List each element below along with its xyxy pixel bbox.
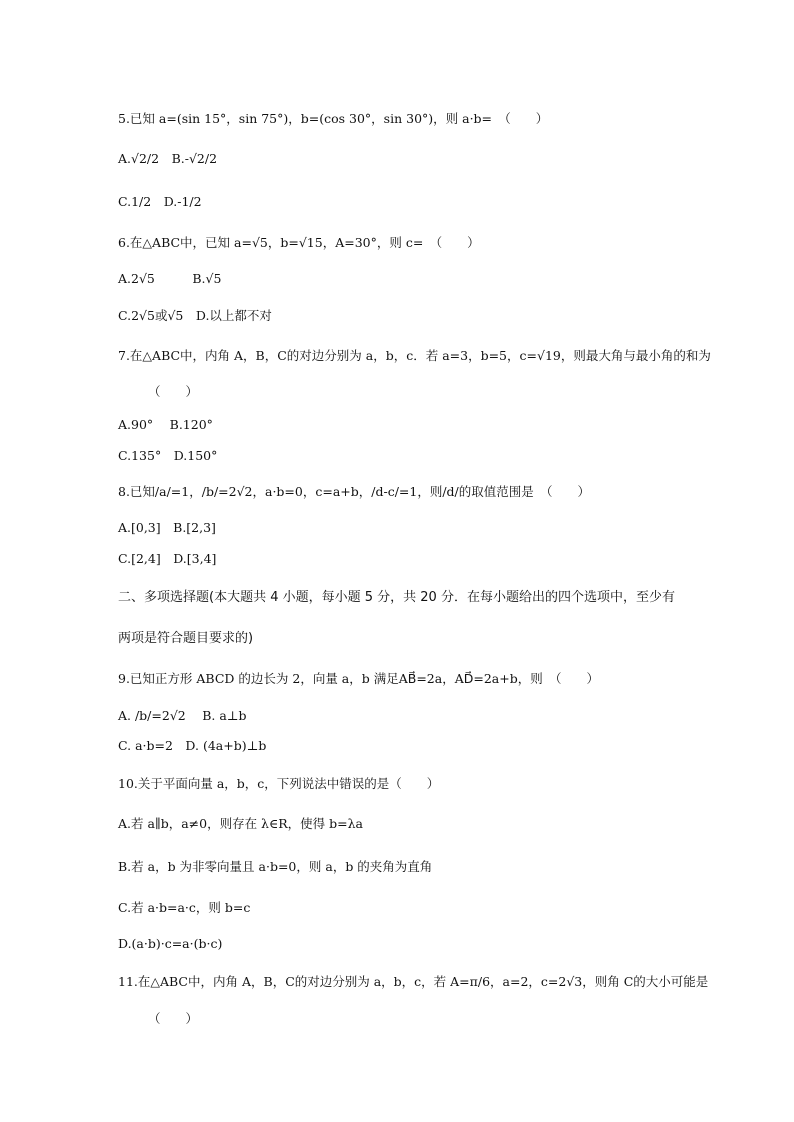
text-line-q8-ab: A.[0,3] B.[2,3] [118, 520, 216, 535]
text-line-q9-ab: A. /b/=2√2 B. a⊥b [118, 708, 247, 723]
text-line-q5: 5.已知 a=(sin 15°，sin 75°)，b=(cos 30°，sin 30°)，则 a·b= （ ） [118, 111, 549, 126]
text-line-q6-cd: C.2√5或√5 D.以上都不对 [118, 308, 272, 323]
text-line-q5-cd: C.1/2 D.-1/2 [118, 194, 202, 209]
text-line-q10-d: D.(a·b)·c=a·(b·c) [118, 936, 223, 951]
text-line-q6: 6.在△ABC中，已知 a=√5，b=√15，A=30°，则 c= （ ） [118, 235, 480, 250]
text-line-q6-ab: A.2√5 B.√5 [118, 271, 222, 286]
text-line-q9: 9.已知正方形 ABCD 的边长为 2，向量 a，b 满足AB⃗=2a，AD⃗=2a+b，则 （ ） [118, 671, 599, 686]
text-line-section2-l2: 两项是符合题目要求的) [118, 631, 254, 646]
text-line-q7-cd: C.135° D.150° [118, 448, 218, 463]
text-line-q10: 10.关于平面向量 a，b，c，下列说法中错误的是（ ） [118, 776, 440, 791]
text-line-q7-ab: A.90° B.120° [118, 417, 213, 432]
text-line-q7: 7.在△ABC中，内角 A，B，C的对边分别为 a，b，c．若 a=3，b=5，c=√19，则最大角与最小角的和为 [118, 348, 711, 363]
text-line-q5-ab: A.√2/2 B.-√2/2 [118, 151, 218, 166]
text-line-q11-paren: （ ） [148, 1011, 199, 1026]
text-line-q10-a: A.若 a∥b，a≠0，则存在 λ∈R，使得 b=λa [118, 816, 363, 831]
text-line-q10-b: B.若 a，b 为非零向量且 a·b=0，则 a，b 的夹角为直角 [118, 859, 433, 874]
text-line-section2-l1: 二、多项选择题(本大题共 4 小题，每小题 5 分，共 20 分．在每小题给出的四个选项中，至少有 [118, 590, 675, 605]
text-line-q7-paren: （ ） [148, 384, 199, 399]
text-line-q10-c: C.若 a·b=a·c，则 b=c [118, 900, 251, 915]
text-line-q8: 8.已知/a/=1，/b/=2√2，a·b=0，c=a+b，/d-c/=1，则/d/的取值范围是 （ ） [118, 484, 591, 499]
text-line-q8-cd: C.[2,4] D.[3,4] [118, 551, 217, 566]
text-line-q9-cd: C. a·b=2 D. (4a+b)⊥b [118, 738, 267, 753]
text-line-q11: 11.在△ABC中，内角 A，B，C的对边分别为 a，b，c，若 A=π/6，a=2，c=2√3，则角 C的大小可能是 [118, 974, 709, 989]
